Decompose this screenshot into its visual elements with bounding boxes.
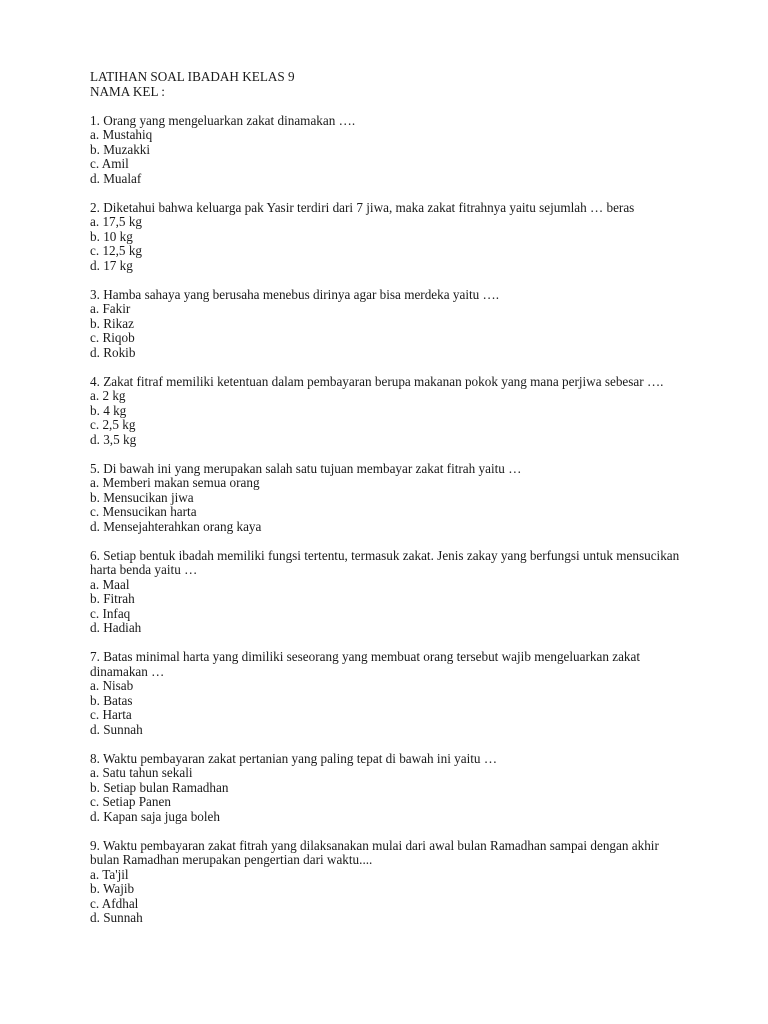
answer-option: a. Maal	[90, 576, 130, 592]
question-7	[90, 650, 690, 737]
answer-option: c. Harta	[90, 707, 132, 722]
question-text: 2. Diketahui bahwa keluarga pak Yasir terdiri dari 7 jiwa, maka zakat fitrahnya yaitu sejumlah … beras	[90, 199, 635, 215]
question-4	[90, 375, 690, 448]
question-text: 5. Di bawah ini yang merupakan salah satu tujuan membayar zakat fitrah yaitu …	[90, 460, 522, 476]
answer-option: c. Amil	[90, 156, 129, 171]
question-text: 8. Waktu pembayaran zakat pertanian yang paling tepat di bawah ini yaitu …	[90, 750, 498, 766]
answer-option: c. Setiap Panen	[90, 794, 171, 809]
answer-option: d. Mensejahterahkan orang kaya	[90, 518, 262, 534]
answer-option: c. Afdhal	[90, 895, 139, 911]
answer-option: d. 17 kg	[90, 257, 133, 273]
question-1	[90, 114, 690, 187]
answer-option: c. 12,5 kg	[90, 243, 143, 258]
answer-option: b. Setiap bulan Ramadhan	[90, 779, 229, 795]
answer-option: d. Mualaf	[90, 170, 142, 186]
answer-option: a. Nisab	[90, 678, 134, 693]
answer-option: a. Memberi makan semua orang	[90, 475, 260, 490]
question-text: 4. Zakat fitraf memiliki ketentuan dalam pembayaran berupa makanan pokok yang mana perjiwa sebesar ….	[90, 373, 664, 389]
answer-option: c. Mensucikan harta	[90, 504, 197, 519]
group-name-label: NAMA KEL :	[90, 83, 165, 99]
answer-option: d. 3,5 kg	[90, 431, 137, 447]
question-9	[90, 839, 690, 926]
answer-option: a. 17,5 kg	[90, 214, 143, 229]
answer-option: d. Rokib	[90, 344, 136, 360]
question-text: 6. Setiap bentuk ibadah memiliki fungsi tertentu, termasuk zakat. Jenis zakay yang berfungsi untuk mensucikan harta benda yaitu …	[90, 547, 680, 577]
answer-option: b. 10 kg	[90, 228, 133, 244]
answer-option: a. Ta'jil	[90, 866, 129, 882]
answer-option: c. 2,5 kg	[90, 417, 136, 432]
question-text: 1. Orang yang mengeluarkan zakat dinamakan ….	[90, 112, 356, 128]
question-text: 9. Waktu pembayaran zakat fitrah yang dilaksanakan mulai dari awal bulan Ramadhan sampai dengan akhir bulan Ramadhan merupakan pengertian dari waktu....	[90, 837, 659, 867]
answer-option: b. Mensucikan jiwa	[90, 489, 194, 505]
answer-option: b. Rikaz	[90, 315, 134, 331]
answer-option: a. Mustahiq	[90, 127, 153, 142]
answer-option: d. Hadiah	[90, 620, 142, 635]
question-5	[90, 462, 690, 535]
answer-option: c. Riqob	[90, 330, 135, 345]
question-list	[90, 114, 690, 926]
question-2	[90, 201, 690, 274]
document-title: LATIHAN SOAL IBADAH KELAS 9	[90, 69, 295, 84]
answer-option: b. Batas	[90, 692, 133, 708]
answer-option: c. Infaq	[90, 605, 131, 621]
answer-option: a. Satu tahun sekali	[90, 765, 193, 780]
question-6	[90, 549, 690, 636]
answer-option: b. 4 kg	[90, 402, 127, 418]
answer-option: b. Fitrah	[90, 591, 135, 606]
answer-option: d. Sunnah	[90, 910, 143, 925]
answer-option: a. 2 kg	[90, 388, 126, 403]
document-body	[90, 70, 690, 926]
question-3	[90, 288, 690, 361]
question-text: 3. Hamba sahaya yang berusaha menebus dirinya agar bisa merdeka yaitu ….	[90, 286, 500, 302]
question-8	[90, 752, 690, 825]
question-text: 7. Batas minimal harta yang dimiliki seseorang yang membuat orang tersebut wajib mengeluarkan zakat dinamakan …	[90, 649, 641, 679]
answer-option: b. Wajib	[90, 881, 135, 896]
answer-option: a. Fakir	[90, 301, 131, 316]
answer-option: b. Muzakki	[90, 141, 151, 157]
answer-option: d. Kapan saja juga boleh	[90, 808, 221, 824]
answer-option: d. Sunnah	[90, 721, 143, 737]
